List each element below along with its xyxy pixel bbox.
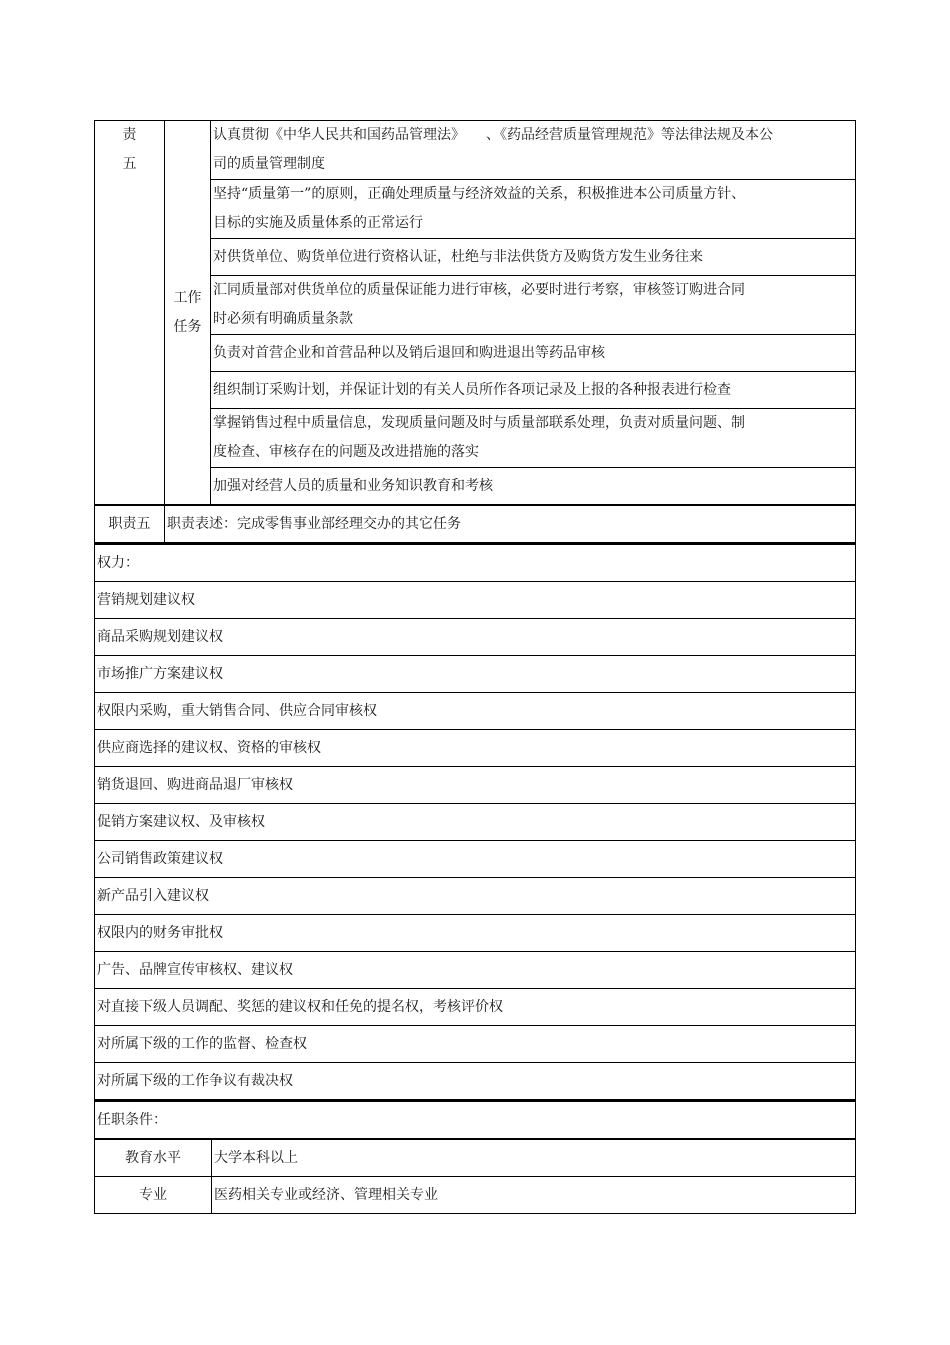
task-line: 度检查、审核存在的问题及改进措施的落实 xyxy=(213,444,479,460)
duty-five-description-text: 职责表述：完成零售事业部经理交办的其它任务 xyxy=(167,516,461,532)
authority-item: 对所属下级的工作争议有裁决权 xyxy=(95,1063,856,1100)
task-item xyxy=(211,276,856,335)
task-item xyxy=(211,409,856,468)
duty-label-char: 责 xyxy=(122,127,137,143)
task-line: 负责对首营企业和首营品种以及销后退回和购进退出等药品审核 xyxy=(213,345,605,361)
task-line: 掌握销售过程中质量信息，发现质量问题及时与质量部联系处理，负责对质量问题、制 xyxy=(213,415,745,431)
qualification-label: 专业 xyxy=(95,1177,212,1214)
work-task-label: 任务 xyxy=(173,318,202,335)
task-item xyxy=(211,239,856,276)
duty-label-char: 五 xyxy=(122,156,137,172)
work-task-label: 工作 xyxy=(173,289,202,306)
authority-item: 商品采购规划建议权 xyxy=(95,619,856,656)
authority-item: 新产品引入建议权 xyxy=(95,878,856,915)
authority-item: 权限内的财务审批权 xyxy=(95,915,856,952)
duty-five-description xyxy=(165,505,856,543)
task-line: 汇同质量部对供货单位的质量保证能力进行审核，必要时进行考察，审核签订购进合同 xyxy=(213,282,745,298)
task-line: 司的质量管理制度 xyxy=(213,156,325,172)
authority-item: 公司销售政策建议权 xyxy=(95,841,856,878)
task-line: 对供货单位、购货单位进行资格认证，杜绝与非法供货方及购货方发生业务往来 xyxy=(213,249,703,265)
job-description-document xyxy=(94,120,856,1214)
task-item xyxy=(211,468,856,506)
task-item xyxy=(211,121,856,180)
authority-item: 权限内采购，重大销售合同、供应合同审核权 xyxy=(95,693,856,730)
qualification-label: 教育水平 xyxy=(95,1139,212,1177)
authority-item: 销货退回、购进商品退厂审核权 xyxy=(95,767,856,804)
task-line: 时必须有明确质量条款 xyxy=(213,311,353,327)
task-item xyxy=(211,180,856,239)
authority-table xyxy=(94,543,856,1100)
authority-item: 市场推广方案建议权 xyxy=(95,656,856,693)
authority-item: 对直接下级人员调配、奖惩的建议权和任免的提名权，考核评价权 xyxy=(95,989,856,1026)
task-line: 加强对经营人员的质量和业务知识教育和考核 xyxy=(213,478,493,494)
task-line: 认真贯彻《中华人民共和国药品管理法》 、《药品经营质量管理规范》等法律法规及本公 xyxy=(213,127,773,143)
authority-heading: 权力： xyxy=(95,544,856,582)
authority-item: 对所属下级的工作的监督、检查权 xyxy=(95,1026,856,1063)
task-line: 组织制订采购计划，并保证计划的有关人员所作各项记录及上报的各种报表进行检查 xyxy=(213,382,731,398)
authority-item: 广告、品牌宣传审核权、建议权 xyxy=(95,952,856,989)
duty-table xyxy=(94,120,856,543)
qualifications-heading: 任职条件： xyxy=(95,1101,856,1139)
qualifications-table xyxy=(94,1100,856,1214)
authority-item: 促销方案建议权、及审核权 xyxy=(95,804,856,841)
task-line: 坚持“质量第一”的原则，正确处理质量与经济效益的关系，积极推进本公司质量方针、 xyxy=(213,186,746,202)
authority-item: 供应商选择的建议权、资格的审核权 xyxy=(95,730,856,767)
work-task-label-cell xyxy=(165,121,211,506)
task-item xyxy=(211,335,856,372)
duty-label-cell xyxy=(95,121,165,506)
authority-item: 营销规划建议权 xyxy=(95,582,856,619)
task-line: 目标的实施及质量体系的正常运行 xyxy=(213,215,423,231)
task-item xyxy=(211,372,856,409)
qualification-value: 医药相关专业或经济、管理相关专业 xyxy=(212,1177,856,1214)
duty-five-label: 职责五 xyxy=(95,505,165,543)
qualification-value: 大学本科以上 xyxy=(212,1139,856,1177)
